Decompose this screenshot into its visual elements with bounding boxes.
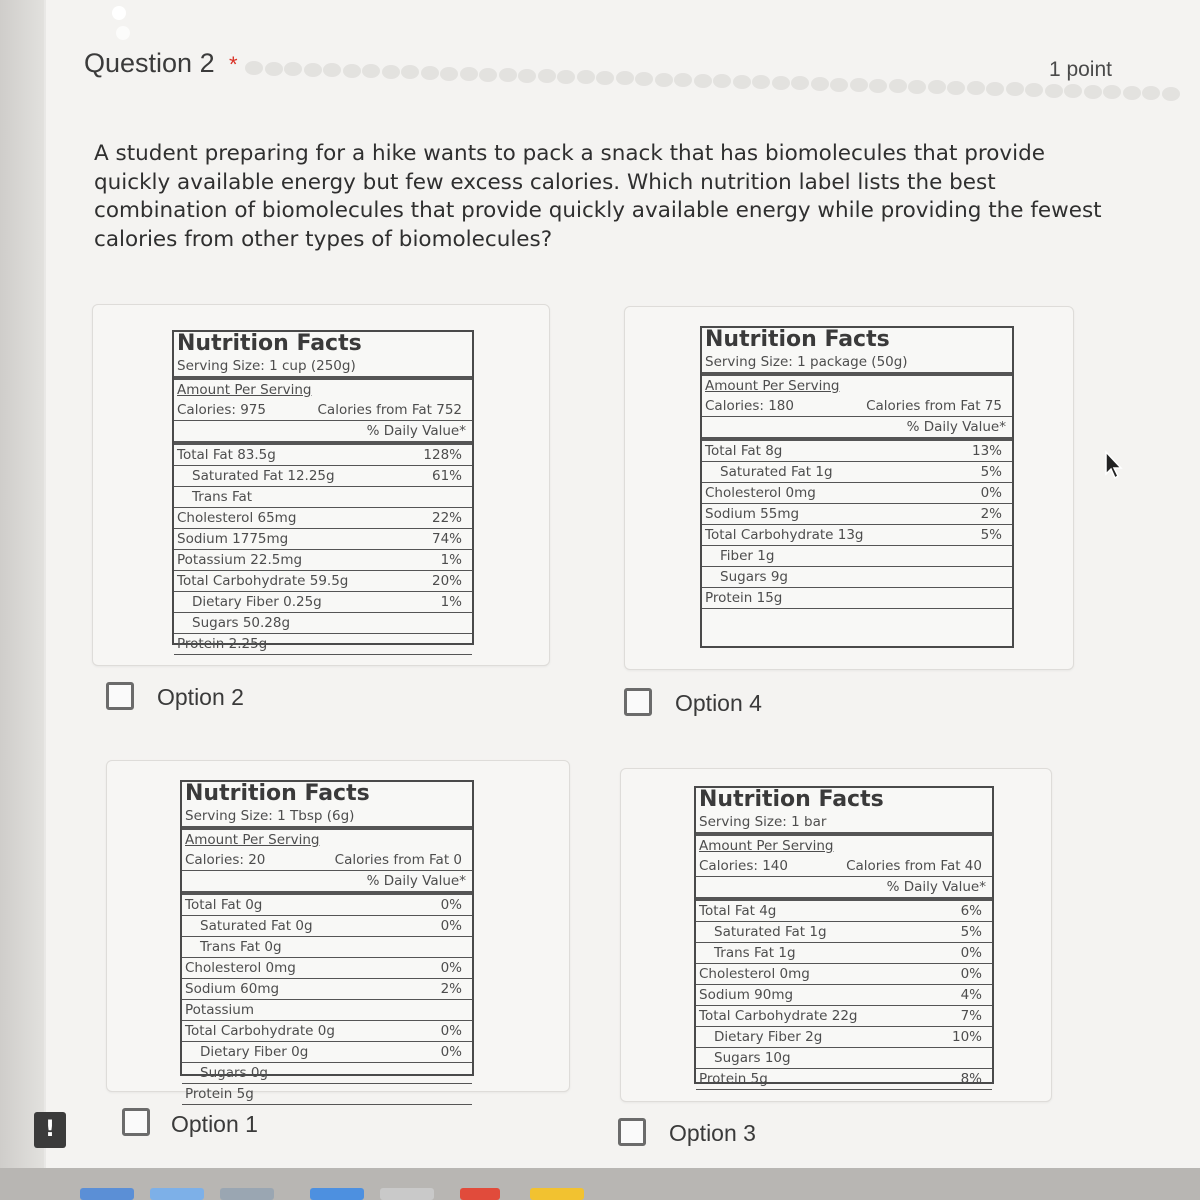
nutrient-row-text: Cholesterol 65mg	[177, 510, 297, 526]
serving-size	[696, 812, 992, 836]
question-text: A student preparing for a hike wants to pack a snack that has biomolecules that provide quickly available energy but few excess calories. Which nutrition label lists the best combination of biomolecules that provide quickly available energy while providing the fewest calories from other types of biomolecules?	[94, 141, 1102, 252]
nutrient-row-text: Protein 2.25g	[177, 636, 268, 652]
nutrient-row	[696, 1048, 992, 1069]
moire-dot	[284, 62, 302, 76]
dock-app-icon[interactable]	[220, 1188, 274, 1200]
nutrient-row-value: 0%	[440, 1044, 462, 1060]
calories-from-fat: Calories from Fat 40	[846, 858, 982, 874]
nutrient-row	[182, 1063, 472, 1084]
option-3-label[interactable]: Option 3	[669, 1120, 756, 1146]
daily-value-header	[174, 421, 472, 445]
required-marker: *	[229, 52, 238, 77]
nutrient-row	[182, 895, 472, 916]
nutrition-facts-label	[172, 330, 474, 652]
daily-value-header-text: % Daily Value*	[906, 419, 1006, 435]
serving-size	[182, 806, 472, 830]
nutrient-row	[702, 525, 1012, 546]
serving-size-text: Serving Size: 1 bar	[699, 814, 827, 830]
nutrient-row	[182, 937, 472, 958]
moire-dot	[440, 67, 458, 81]
exclamation-icon[interactable]: !	[34, 1112, 66, 1148]
calories-from-fat: Calories from Fat 752	[317, 402, 462, 418]
moire-dot	[460, 67, 478, 81]
nutrient-row-value: 20%	[431, 573, 462, 589]
moire-dot	[850, 78, 868, 92]
nutrient-row	[696, 943, 992, 964]
moire-dot	[1025, 83, 1043, 97]
nutrient-row-text: Saturated Fat 12.25g	[192, 468, 335, 484]
nutrition-title: Nutrition Facts	[177, 331, 362, 356]
nutrient-row	[174, 634, 472, 655]
daily-value-header	[696, 877, 992, 901]
amount-per-serving	[696, 836, 992, 856]
nutrient-row-text: Protein 5g	[699, 1071, 768, 1087]
moire-dot	[538, 69, 556, 83]
calories-row	[696, 856, 992, 877]
nutrient-row-value: 61%	[431, 468, 462, 484]
option-1-checkbox[interactable]	[122, 1108, 150, 1136]
nutrition-title: Nutrition Facts	[699, 787, 884, 812]
nutrient-row	[696, 964, 992, 985]
nutrient-row	[182, 958, 472, 979]
nutrient-row-value: 4%	[960, 987, 982, 1003]
nutrient-row-text: Saturated Fat 1g	[720, 464, 833, 480]
serving-size-text: Serving Size: 1 package (50g)	[705, 354, 908, 370]
moire-dot	[577, 70, 595, 84]
nutrient-row-text: Dietary Fiber 0g	[200, 1044, 309, 1060]
nutrient-row-text: Cholesterol 0mg	[699, 966, 810, 982]
moire-dot	[1162, 87, 1180, 101]
nutrient-row	[174, 508, 472, 529]
nutrient-row	[702, 567, 1012, 588]
option-2-label[interactable]: Option 2	[157, 684, 244, 710]
nutrient-row-value: 10%	[951, 1029, 982, 1045]
nutrient-row-value: 2%	[440, 981, 462, 997]
moire-dot	[479, 68, 497, 82]
dock-app-icon[interactable]	[530, 1188, 584, 1200]
moire-dot	[713, 74, 731, 88]
moire-dot	[967, 81, 985, 95]
moire-dot	[908, 80, 926, 94]
nutrient-row-text: Trans Fat 0g	[200, 939, 282, 955]
nutrition-facts-label	[694, 786, 994, 1087]
nutrient-row	[174, 487, 472, 508]
moire-dot	[421, 66, 439, 80]
daily-value-header-text: % Daily Value*	[366, 873, 466, 889]
moire-dot	[811, 77, 829, 91]
option-4-label[interactable]: Option 4	[675, 690, 762, 716]
moire-dot	[596, 71, 614, 85]
nutrient-row-text: Fiber 1g	[720, 548, 775, 564]
nutrient-row-value: 128%	[423, 447, 462, 463]
nutrient-row-text: Sodium 60mg	[185, 981, 280, 997]
nutrient-row-text: Total Carbohydrate 13g	[705, 527, 864, 543]
mouse-cursor-icon	[1103, 450, 1125, 480]
nutrient-row-value: 5%	[960, 924, 982, 940]
moire-dot	[674, 73, 692, 87]
moire-dot	[1103, 85, 1121, 99]
calories-from-fat: Calories from Fat 0	[334, 852, 462, 868]
moire-dot	[304, 63, 322, 77]
nutrient-row-text: Sodium 90mg	[699, 987, 794, 1003]
nutrient-row-text: Protein 5g	[185, 1086, 254, 1102]
moire-dot	[499, 68, 517, 82]
nutrient-row-value: 7%	[960, 1008, 982, 1024]
nutrient-row-value: 0%	[440, 1023, 462, 1039]
option-3-checkbox[interactable]	[618, 1118, 646, 1146]
nutrient-row-text: Sodium 55mg	[705, 506, 800, 522]
nutrient-row-text: Dietary Fiber 0.25g	[192, 594, 322, 610]
amount-per-serving-text: Amount Per Serving	[185, 832, 320, 848]
dock-app-icon[interactable]	[80, 1188, 134, 1200]
nutrient-row	[702, 483, 1012, 504]
moire-dot	[343, 64, 361, 78]
nutrient-row-value: 5%	[980, 527, 1002, 543]
moire-dot	[869, 79, 887, 93]
dock-app-icon[interactable]	[150, 1188, 204, 1200]
amount-per-serving-text: Amount Per Serving	[177, 382, 312, 398]
amount-per-serving	[182, 830, 472, 850]
moire-dot	[1084, 85, 1102, 99]
nutrient-row	[696, 901, 992, 922]
moire-dot	[1142, 86, 1160, 100]
moire-dot	[265, 62, 283, 76]
dock-app-icon[interactable]	[460, 1188, 500, 1200]
nutrient-row	[174, 571, 472, 592]
calories-row-text: Calories: 140	[699, 858, 788, 874]
nutrient-row-text: Potassium 22.5mg	[177, 552, 303, 568]
moire-dot	[518, 69, 536, 83]
moire-dot	[772, 76, 790, 90]
daily-value-header-text: % Daily Value*	[366, 423, 466, 439]
moire-dot	[1123, 86, 1141, 100]
nutrient-row-text: Sugars 10g	[714, 1050, 791, 1066]
nutrient-row	[696, 1069, 992, 1090]
calories-row-text: Calories: 20	[185, 852, 266, 868]
dock-app-icon[interactable]	[310, 1188, 364, 1200]
nutrition-title: Nutrition Facts	[705, 327, 890, 352]
moire-dot	[635, 72, 653, 86]
moire-dot	[616, 71, 634, 85]
nutrient-row	[182, 979, 472, 1000]
moire-dot	[1064, 84, 1082, 98]
nutrient-row	[174, 445, 472, 466]
nutrient-row-text: Total Fat 83.5g	[177, 447, 276, 463]
nutrient-row-text: Total Fat 0g	[185, 897, 263, 913]
nutrient-row-value: 0%	[440, 918, 462, 934]
moire-dot	[362, 64, 380, 78]
nutrient-row-text: Sugars 50.28g	[192, 615, 291, 631]
nutrient-row-text: Potassium	[185, 1002, 255, 1018]
nutrient-row-text: Trans Fat 1g	[714, 945, 796, 961]
nutrient-row	[696, 1027, 992, 1048]
nutrient-row-text: Total Fat 8g	[705, 443, 783, 459]
amount-per-serving	[702, 376, 1012, 396]
moire-dot	[694, 74, 712, 88]
dock-app-icon[interactable]	[380, 1188, 434, 1200]
nutrient-row	[174, 550, 472, 571]
moire-dot	[830, 78, 848, 92]
serving-size-text: Serving Size: 1 Tbsp (6g)	[185, 808, 355, 824]
moire-dot	[1045, 84, 1063, 98]
nutrient-row	[174, 613, 472, 634]
amount-per-serving	[174, 380, 472, 400]
nutrient-row	[182, 916, 472, 937]
nutrient-row-value: 74%	[431, 531, 462, 547]
serving-size-text: Serving Size: 1 cup (250g)	[177, 358, 356, 374]
nutrient-row	[174, 529, 472, 550]
option-2-checkbox[interactable]	[106, 682, 134, 710]
nutrient-row-value: 0%	[980, 485, 1002, 501]
nutrient-row-value: 13%	[971, 443, 1002, 459]
moire-dot	[382, 65, 400, 79]
nutrient-row	[174, 466, 472, 487]
nutrient-row	[182, 1021, 472, 1042]
nutrition-facts-label	[700, 326, 1014, 648]
nutrient-row	[696, 985, 992, 1006]
nutrient-row	[702, 441, 1012, 462]
calories-from-fat: Calories from Fat 75	[866, 398, 1002, 414]
nutrient-row	[174, 592, 472, 613]
nutrient-row-text: Sodium 1775mg	[177, 531, 289, 547]
moire-dot	[401, 65, 419, 79]
calories-row-text: Calories: 975	[177, 402, 266, 418]
moire-dot	[986, 82, 1004, 96]
nutrient-row	[702, 588, 1012, 609]
nutrient-row-value: 0%	[960, 945, 982, 961]
daily-value-header	[182, 871, 472, 895]
option-1-label[interactable]: Option 1	[171, 1111, 258, 1137]
nutrient-row-text: Trans Fat	[192, 489, 253, 505]
points-label: 1 point	[1048, 58, 1112, 81]
option-4-checkbox[interactable]	[624, 688, 652, 716]
daily-value-header-text: % Daily Value*	[886, 879, 986, 895]
nutrient-row-value: 0%	[440, 960, 462, 976]
nutrient-row	[182, 1000, 472, 1021]
calories-row	[182, 850, 472, 871]
daily-value-header	[702, 417, 1012, 441]
amount-per-serving-text: Amount Per Serving	[699, 838, 834, 854]
nutrient-row	[702, 462, 1012, 483]
moire-dot	[323, 63, 341, 77]
nutrient-row-text: Saturated Fat 0g	[200, 918, 313, 934]
nutrient-row	[696, 1006, 992, 1027]
moire-dot	[889, 79, 907, 93]
moire-dot	[947, 81, 965, 95]
nutrient-row-value: 8%	[960, 1071, 982, 1087]
nutrient-row-value: 22%	[431, 510, 462, 526]
moire-dot	[557, 70, 575, 84]
moire-dot	[1006, 82, 1024, 96]
calories-row	[174, 400, 472, 421]
nutrient-row	[702, 546, 1012, 567]
nutrient-row-text: Protein 15g	[705, 590, 783, 606]
screen-edge	[0, 0, 44, 1200]
nutrient-row-text: Total Carbohydrate 0g	[185, 1023, 335, 1039]
nutrient-row	[182, 1084, 472, 1105]
serving-size	[702, 352, 1012, 376]
nutrient-row-text: Cholesterol 0mg	[705, 485, 816, 501]
nutrient-row-text: Saturated Fat 1g	[714, 924, 827, 940]
nutrient-row-value: 0%	[960, 966, 982, 982]
moire-dot	[245, 61, 263, 75]
nutrient-row	[696, 922, 992, 943]
nutrient-row-text: Total Carbohydrate 22g	[699, 1008, 858, 1024]
nutrient-row-text: Cholesterol 0mg	[185, 960, 296, 976]
moire-dot	[655, 73, 673, 87]
moire-dot	[928, 80, 946, 94]
nutrient-row-value: 0%	[440, 897, 462, 913]
nutrient-row	[182, 1042, 472, 1063]
nutrient-row-text: Total Carbohydrate 59.5g	[177, 573, 349, 589]
nutrient-row	[702, 504, 1012, 525]
moire-dot	[733, 75, 751, 89]
nutrient-row-text: Sugars 9g	[720, 569, 789, 585]
calories-row-text: Calories: 180	[705, 398, 794, 414]
nutrition-title: Nutrition Facts	[185, 781, 370, 806]
moire-dot	[752, 75, 770, 89]
nutrient-row-value: 1%	[440, 552, 462, 568]
nutrient-row-text: Dietary Fiber 2g	[714, 1029, 823, 1045]
nutrient-row-value: 5%	[980, 464, 1002, 480]
nutrient-row-value: 1%	[440, 594, 462, 610]
moire-dot	[791, 76, 809, 90]
nutrition-facts-label	[180, 780, 474, 1102]
amount-per-serving-text: Amount Per Serving	[705, 378, 840, 394]
serving-size	[174, 356, 472, 380]
nutrient-row-text: Total Fat 4g	[699, 903, 777, 919]
nutrient-row-text: Sugars 0g	[200, 1065, 269, 1081]
nutrient-row-value: 2%	[980, 506, 1002, 522]
calories-row	[702, 396, 1012, 417]
question-title: Question 2	[84, 48, 215, 78]
nutrient-row-value: 6%	[960, 903, 982, 919]
